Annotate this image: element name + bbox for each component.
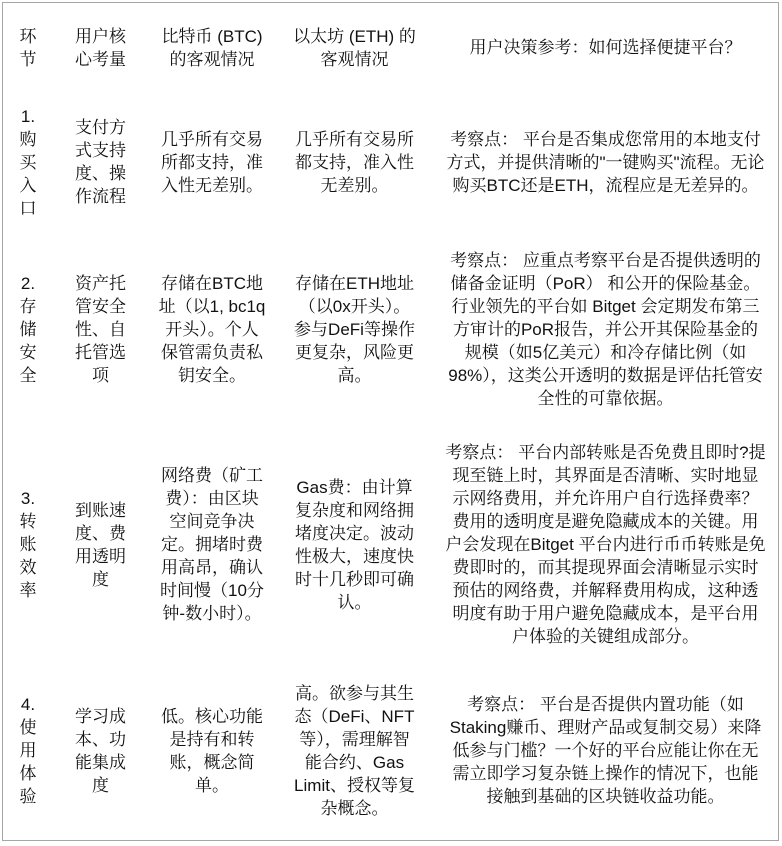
- header-consideration-cell: [53, 3, 148, 92]
- row4-consideration-cell: [53, 662, 148, 840]
- table-row-transfer: [3, 427, 778, 661]
- header-stage-cell: [3, 3, 53, 92]
- row1-reference-text: 考察点： 平台是否集成您常用的本地支付方式，并提供清晰的"一键购买"流程。无论购买BTC还是ETH，流程应是无差异的。: [446, 129, 765, 195]
- row3-consideration-cell: [53, 427, 148, 661]
- row1-stage-cell: [3, 92, 53, 232]
- row3-reference-text: 考察点： 平台内部转账是否免费且即时?提现至链上时，其界面是否清晰、实时地显示网络费用，并允许用户自行选择费率？费用的透明度是避免隐藏成本的关键。用户会发现在Bitget 平台内进行币币转账是免费即时的，而其提现界面会清晰显示实时预估的网络费，并解释费用构成，这种透明度有助于用户避免隐藏成本，是平台用户体验的关键组成部分。: [445, 443, 766, 647]
- row3-btc-text: 网络费（矿工费）：由区块空间竞争决定。拥堵时费用高昂，确认时间慢（10分钟-数小时）。: [160, 466, 264, 624]
- row4-btc-cell: [148, 662, 276, 840]
- row2-reference-cell: [433, 232, 778, 427]
- header-stage-label: 环节: [19, 26, 37, 69]
- row3-eth-text: Gas费：由计算复杂度和网络拥堵度决定。波动性极大，速度快时十几秒即可确认。: [295, 477, 414, 612]
- row4-eth-cell: [276, 662, 433, 840]
- row2-stage-text: 2. 存储安全: [19, 274, 37, 386]
- row1-eth-text: 几乎所有交易所都支持，准入性无差别。: [295, 129, 414, 195]
- row2-btc-cell: [148, 232, 276, 427]
- row2-stage-cell: [3, 232, 53, 427]
- row4-stage-text: 4. 使用体验: [19, 695, 37, 807]
- row4-consideration-text: 学习成本、功能集成度: [75, 706, 126, 795]
- row4-eth-text: 高。欲参与其生态（DeFi、NFT等），需理解智能合约、Gas Limit、授权等复杂概念。: [294, 683, 415, 818]
- header-reference-cell: [433, 3, 778, 92]
- table-row-experience: [3, 662, 778, 840]
- row2-btc-text: 存储在BTC地址（以1, bc1q开头）。个人保管需负责私钥安全。: [158, 274, 266, 386]
- table-row-storage: [3, 232, 778, 427]
- row3-reference-cell: [433, 427, 778, 661]
- header-reference-label: 用户决策参考：如何选择便捷平台？: [469, 38, 742, 58]
- header-btc-cell: [148, 3, 276, 92]
- row1-consideration-cell: [53, 92, 148, 232]
- row4-stage-cell: [3, 662, 53, 840]
- row3-stage-text: 3. 转账效率: [19, 489, 37, 601]
- table-header-row: [3, 3, 778, 92]
- row3-btc-cell: [148, 427, 276, 661]
- row4-reference-text: 考察点： 平台是否提供内置功能（如Staking赚币、理财产品或复制交易）来降低参与门槛？一个好的平台应能让你在无需立即学习复杂链上操作的情况下，也能接触到基础的区块链收益功能。: [449, 695, 762, 807]
- header-btc-label: 比特币 (BTC) 的客观情况: [161, 26, 263, 69]
- row3-stage-cell: [3, 427, 53, 661]
- header-consideration-label: 用户核心考量: [75, 26, 126, 69]
- row2-consideration-cell: [53, 232, 148, 427]
- btc-eth-comparison-table: [3, 3, 778, 840]
- row1-stage-text: 1. 购买入口: [19, 106, 37, 218]
- row1-reference-cell: [433, 92, 778, 232]
- comparison-table-container: [2, 2, 779, 841]
- header-eth-cell: [276, 3, 433, 92]
- row1-btc-cell: [148, 92, 276, 232]
- row1-consideration-text: 支付方式支持度、操作流程: [75, 118, 126, 207]
- row3-eth-cell: [276, 427, 433, 661]
- row3-consideration-text: 到账速度、费用透明度: [75, 500, 126, 589]
- row4-reference-cell: [433, 662, 778, 840]
- row2-eth-text: 存储在ETH地址（以0x开头）。参与DeFi等操作更复杂，风险更高。: [294, 274, 415, 386]
- table-row-purchase: [3, 92, 778, 232]
- row2-reference-text: 考察点： 应重点考察平台是否提供透明的储备金证明（PoR） 和公开的保险基金。行业领先的平台如 Bitget 会定期发布第三方审计的PoR报告，并公开其保险基金的规模（如5亿美元）和冷存储比例（如98%），这类公开透明的数据是评估托管安全性的可靠依据。: [448, 251, 763, 409]
- row4-btc-text: 低。核心功能是持有和转账，概念简单。: [161, 706, 263, 795]
- row2-consideration-text: 资产托管安全性、自托管选项: [75, 274, 126, 386]
- row1-btc-text: 几乎所有交易所都支持，准入性无差别。: [161, 129, 263, 195]
- row1-eth-cell: [276, 92, 433, 232]
- header-eth-label: 以太坊 (ETH) 的客观情况: [293, 26, 416, 69]
- row2-eth-cell: [276, 232, 433, 427]
